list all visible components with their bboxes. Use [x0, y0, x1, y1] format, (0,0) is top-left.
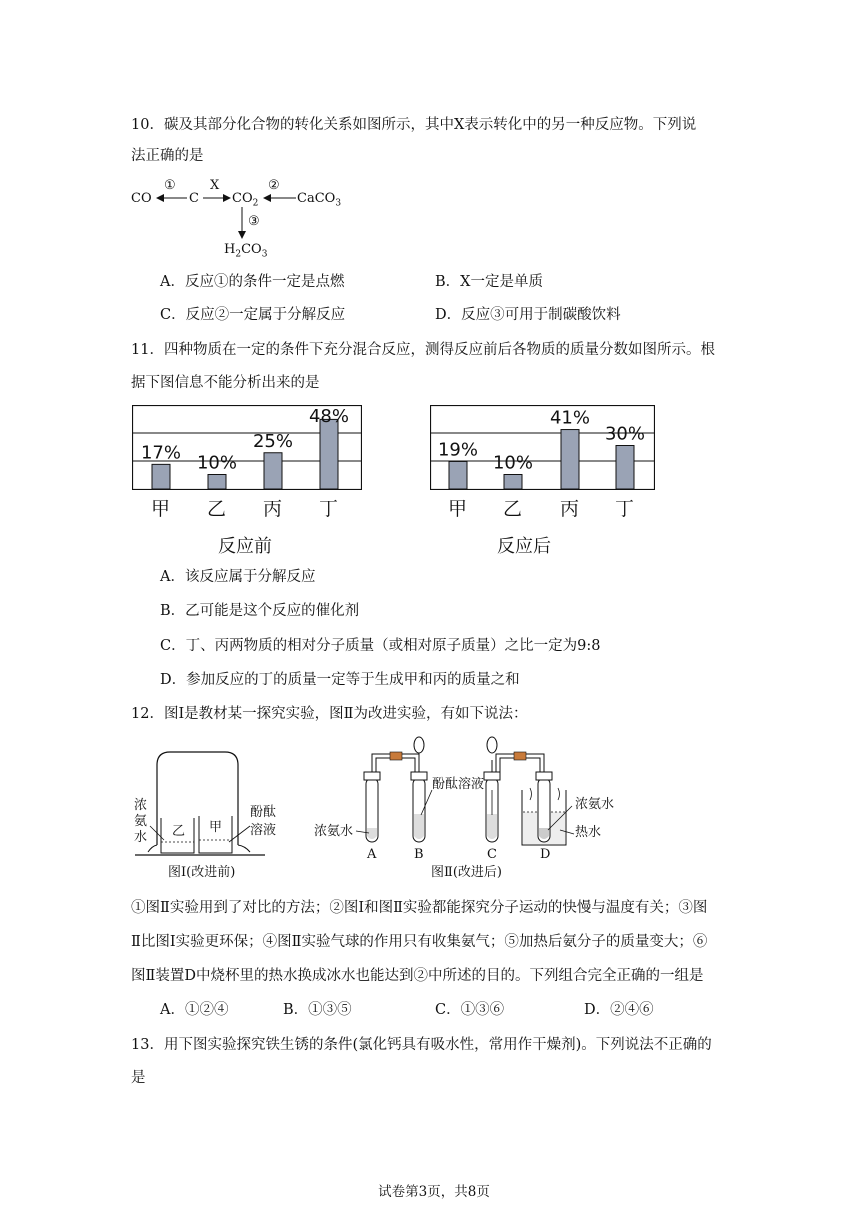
label-reactant-x: X [210, 178, 220, 193]
q13-stem-line1: 13．用下图实验探究铁生锈的条件(氯化钙具有吸水性，常用作干燥剂)。下列说法不正确的 [131, 1037, 712, 1053]
label-reaction-2: ② [268, 178, 280, 193]
q11-stem-line1: 11．四种物质在一定的条件下充分混合反应，测得反应前后各物质的质量分数如图所示。根 [131, 342, 715, 358]
formula-caco3: CaCO$_3$ [297, 191, 342, 209]
q10-stem-line2: 法正确的是 [131, 148, 204, 164]
chart-before-title: 反应前 [218, 536, 272, 557]
fig1-label-phenol-1: 酚酞 [250, 805, 277, 820]
chart-before-category-label: 丙 [263, 498, 283, 520]
fig2-tube-b: B [414, 847, 424, 862]
q12-option-a: A．①②④ [160, 1002, 229, 1018]
chart-before-data-label: 10% [196, 452, 238, 474]
q12-option-c: C．①③⑥ [435, 1002, 505, 1018]
fig1-label-ammonia-3: 水 [134, 830, 148, 845]
label-reaction-1: ① [164, 178, 176, 193]
formula-c: C [189, 191, 199, 206]
chart-before-data-label: 17% [140, 442, 182, 464]
fig2-label-phenol: 酚酞溶液 [432, 777, 485, 792]
q12-statement-line1: ①图Ⅱ实验用到了对比的方法；②图Ⅰ和图Ⅱ实验都能探究分子运动的快慢与温度有关；③图 [131, 900, 708, 916]
chart-after-category-label: 丁 [615, 498, 635, 520]
page-footer: 试卷第3页，共8页 [378, 1184, 490, 1200]
q10-option-c: C．反应②一定属于分解反应 [160, 307, 346, 323]
chart-after-data-label: 30% [604, 423, 646, 445]
q10-option-d: D．反应③可用于制碳酸饮料 [435, 307, 621, 323]
formula-h2co3: $H_2CO_3$ [224, 242, 268, 260]
q12-statement-line3: 图Ⅱ装置D中烧杯里的热水换成冰水也能达到②中所述的目的。下列组合完全正确的一组是 [131, 968, 704, 984]
q10-option-b: B．X一定是单质 [435, 274, 543, 290]
q11-stem-line2: 据下图信息不能分析出来的是 [131, 375, 320, 391]
fig1-label-ammonia-2: 氨 [134, 814, 148, 829]
q11-option-a: A．该反应属于分解反应 [160, 569, 316, 585]
fig1-label-ammonia-1: 浓 [134, 798, 148, 813]
chart-before-category-label: 甲 [151, 498, 171, 520]
formula-co2: $CO_2$ [232, 191, 259, 209]
q11-option-b: B．乙可能是这个反应的催化剂 [160, 603, 360, 619]
q12-option-b: B．①③⑤ [283, 1002, 352, 1018]
chart-before-data-label: 48% [308, 406, 350, 427]
chart-after-data-label: 41% [549, 407, 591, 429]
fig2-label-hot-water: 热水 [575, 825, 602, 840]
q11-option-c: C．丁、丙两物质的相对分子质量（或相对原子质量）之比一定为9:8 [160, 638, 601, 654]
fig1-caption: 图Ⅰ(改进前) [168, 865, 236, 880]
fig1-beaker-yi: 乙 [172, 824, 186, 839]
chart-after-category-label: 丙 [560, 498, 580, 520]
fig2-label-ammonia: 浓氨水 [314, 824, 354, 839]
chart-after-title: 反应后 [497, 536, 551, 557]
fig2-tube-c: C [487, 847, 497, 862]
chart-after-data-label: 10% [492, 452, 534, 474]
chart-after-category-label: 乙 [503, 498, 523, 520]
chart-after-category-label: 甲 [448, 498, 468, 520]
q10-option-a: A．反应①的条件一定是点燃 [160, 274, 345, 290]
chart-before-data-label: 25% [252, 430, 294, 452]
q12-option-d: D．②④⑥ [584, 1002, 654, 1018]
fig2-label-ammonia-d: 浓氨水 [575, 797, 615, 812]
chart-after-data-label: 19% [437, 439, 479, 461]
label-reaction-3: ③ [248, 214, 260, 229]
formula-co: CO [131, 191, 152, 206]
q13-stem-line2: 是 [131, 1070, 146, 1086]
q11-option-d: D．参加反应的丁的质量一定等于生成甲和丙的质量之和 [160, 672, 520, 688]
fig2-tube-d: D [540, 847, 551, 862]
fig1-label-phenol-2: 溶液 [250, 823, 277, 838]
q10-stem-line1: 10．碳及其部分化合物的转化关系如图所示，其中X表示转化中的另一种反应物。下列说 [131, 117, 697, 133]
q12-stem: 12．图Ⅰ是教材某一探究实验，图Ⅱ为改进实验，有如下说法： [131, 706, 528, 722]
fig1-beaker-jia: 甲 [209, 820, 223, 835]
q12-statement-line2: Ⅱ比图Ⅰ实验更环保；④图Ⅱ实验气球的作用只有收集氨气；⑤加热后氨分子的质量变大；⑥ [131, 934, 708, 950]
fig2-caption: 图Ⅱ(改进后) [431, 865, 502, 880]
chart-before-category-label: 乙 [207, 498, 227, 520]
fig2-tube-a: A [367, 847, 377, 862]
chart-before-category-label: 丁 [319, 498, 339, 520]
